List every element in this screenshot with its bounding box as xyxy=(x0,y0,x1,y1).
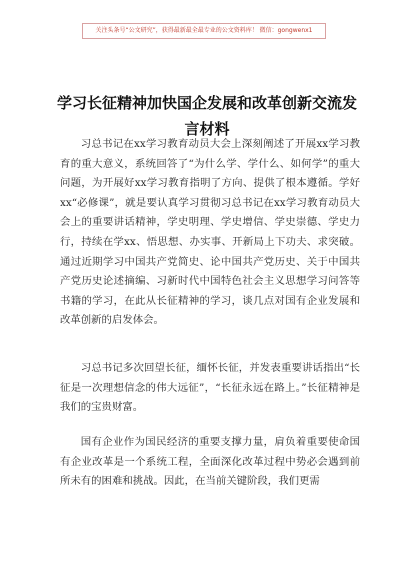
paragraph-1: 习总书记在xx学习教育动员大会上深刻阐述了开展xx学习教育的重大意义，系统回答了“为什么学、学什么、如何学”的重大问题，为开展好xx学习教育指明了方向、提供了根本遵循。学好xx“必修课”，就是要认真学习贯彻习总书记在xx学习教育动员大会上的重要讲话精神，学史明理、学史增信、学史崇德、学史力行，持续在学xx、悟思想、办实事、开新局上下功夫、求突破。通过近期学习中国共产党简史、论中国共产党历史、关于中国共产党历史论述摘编、习新时代中国特色社会主义思想学习问答等书籍的学习，在此从长征精神的学习，谈几点对国有企业发展和改革创新的启发体会。 xyxy=(60,138,360,327)
paragraph-3: 国有企业作为国民经济的重要支撑力量，肩负着重要使命国有企业改革是一个系统工程，全面深化改革过程中势必会遇到前所未有的困难和挑战。因此，在当前关键阶段，我们更需 xyxy=(60,436,360,488)
promo-banner: 关注头条号“公文研究”，获得最新最全最专业的公文资料库！ 微信：gongwenx1 xyxy=(82,23,326,39)
paragraph-2: 习总书记多次回望长征，缅怀长征，并发表重要讲话指出“长征是一次理想信念的伟大远征”，“长征永远在路上。”长征精神是我们的宝贵财富。 xyxy=(60,362,360,414)
document-title: 学习长征精神加快国企发展和改革创新交流发言材料 xyxy=(56,94,357,138)
